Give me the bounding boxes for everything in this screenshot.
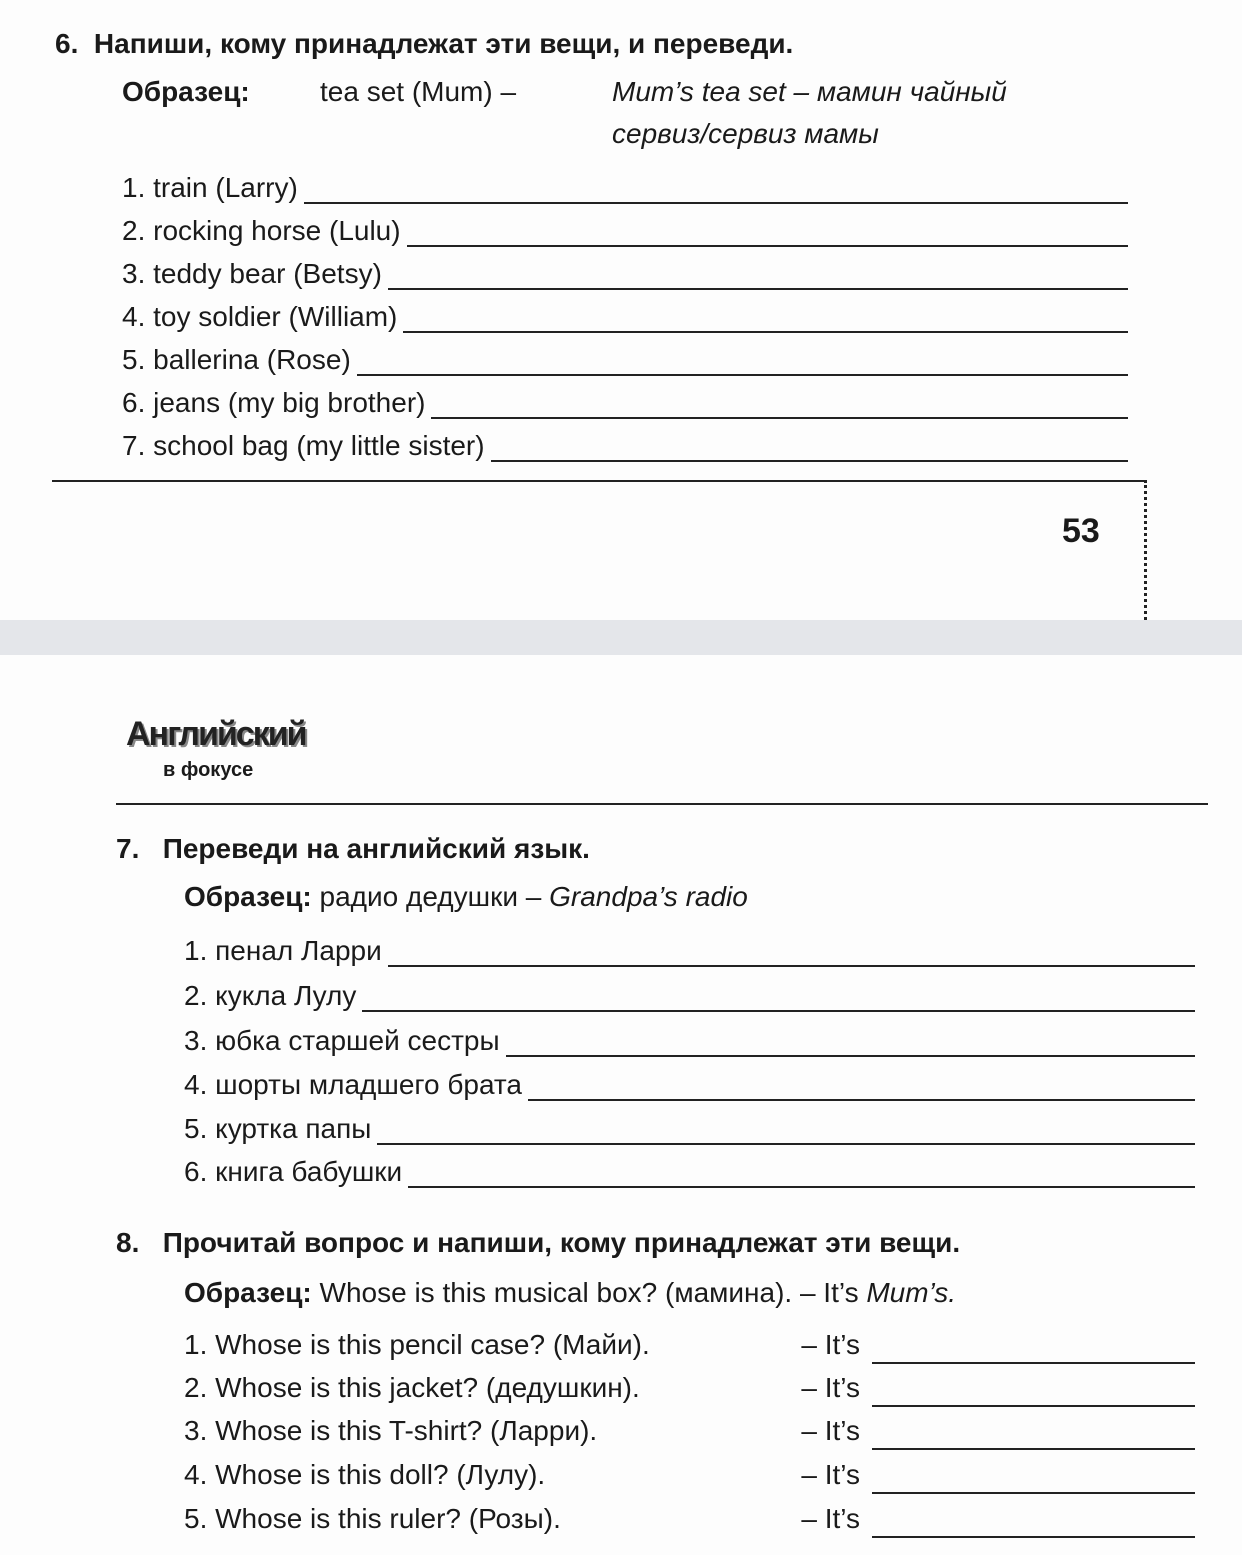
exercise-8-heading: 8. Прочитай вопрос и напиши, кому принадлежат эти вещи.: [116, 1227, 961, 1258]
workbook-page-54: [0, 655, 1242, 1555]
exercise-item: 2. кукла Лулу: [184, 976, 1195, 1012]
answer-prefix: – It’s: [801, 1372, 860, 1403]
exercise-item: 1. пенал Ларри: [184, 931, 1195, 967]
answer-line[interactable]: [408, 1164, 1195, 1188]
exercise-item: 5. ballerina (Rose): [122, 340, 1128, 376]
answer-line[interactable]: [506, 1033, 1195, 1057]
exercise-6-heading: 6. Напиши, кому принадлежат эти вещи, и переведи.: [55, 28, 794, 59]
answer-line[interactable]: [872, 1536, 1195, 1538]
answer-line[interactable]: [388, 266, 1128, 290]
page-number: 53: [1062, 512, 1100, 550]
sample-answer-cont: сервиз/сервиз мамы: [612, 118, 879, 149]
exercise-item: 7. school bag (my little sister): [122, 426, 1128, 462]
answer-line[interactable]: [872, 1448, 1195, 1450]
exercise-item: 3. teddy bear (Betsy): [122, 254, 1128, 290]
answer-prefix: – It’s: [801, 1503, 860, 1534]
sample-label: Образец:: [122, 76, 250, 107]
exercise-item: 4. toy soldier (William): [122, 297, 1128, 333]
answer-prefix: – It’s: [801, 1459, 860, 1490]
answer-line[interactable]: [407, 223, 1128, 247]
logo-subtitle: в фокусе: [163, 759, 254, 781]
sample-line: Образец: радио дедушки – Grandpa’s radio: [184, 881, 748, 912]
page-divider: [52, 480, 1146, 482]
answer-line[interactable]: [491, 438, 1128, 462]
sample-line: Образец: Whose is this musical box? (мамина). – It’s Mum’s.: [184, 1277, 957, 1308]
answer-line[interactable]: [431, 395, 1128, 419]
exercise-item: 6. книга бабушки: [184, 1152, 1195, 1188]
answer-prefix: – It’s: [801, 1329, 860, 1360]
question-item: 3. Whose is this T-shirt? (Ларри).: [184, 1415, 598, 1446]
answer-line[interactable]: [362, 988, 1195, 1012]
question-item: 4. Whose is this doll? (Лулу).: [184, 1459, 546, 1490]
question-item: 1. Whose is this pencil case? (Майи).: [184, 1329, 650, 1360]
logo: Английский: [126, 715, 306, 753]
answer-line[interactable]: [528, 1077, 1195, 1101]
exercise-item: 4. шорты младшего брата: [184, 1065, 1195, 1101]
page-gap: [0, 620, 1242, 655]
exercise-item: 2. rocking horse (Lulu): [122, 211, 1128, 247]
answer-line[interactable]: [872, 1405, 1195, 1407]
exercise-item: 3. юбка старшей сестры: [184, 1021, 1195, 1057]
answer-line[interactable]: [388, 943, 1195, 967]
exercise-item: 1. train (Larry): [122, 168, 1128, 204]
page-edge-dots: [1144, 480, 1147, 620]
exercise-item: 6. jeans (my big brother): [122, 383, 1128, 419]
question-item: 2. Whose is this jacket? (дедушкин).: [184, 1372, 640, 1403]
answer-line[interactable]: [304, 180, 1128, 204]
sample-text: tea set (Mum) –: [320, 76, 517, 107]
answer-line[interactable]: [403, 309, 1128, 333]
answer-prefix: – It’s: [801, 1415, 860, 1446]
sample-answer: Mum’s tea set – мамин чайный: [612, 76, 1007, 107]
answer-line[interactable]: [872, 1492, 1195, 1494]
exercise-7-heading: 7. Переведи на английский язык.: [116, 833, 590, 864]
exercise-item: 5. куртка папы: [184, 1109, 1195, 1145]
answer-line[interactable]: [377, 1121, 1195, 1145]
workbook-page-53: [0, 0, 1242, 620]
answer-line[interactable]: [872, 1362, 1195, 1364]
answer-line[interactable]: [357, 352, 1128, 376]
header-rule: [116, 803, 1208, 805]
question-item: 5. Whose is this ruler? (Розы).: [184, 1503, 561, 1534]
